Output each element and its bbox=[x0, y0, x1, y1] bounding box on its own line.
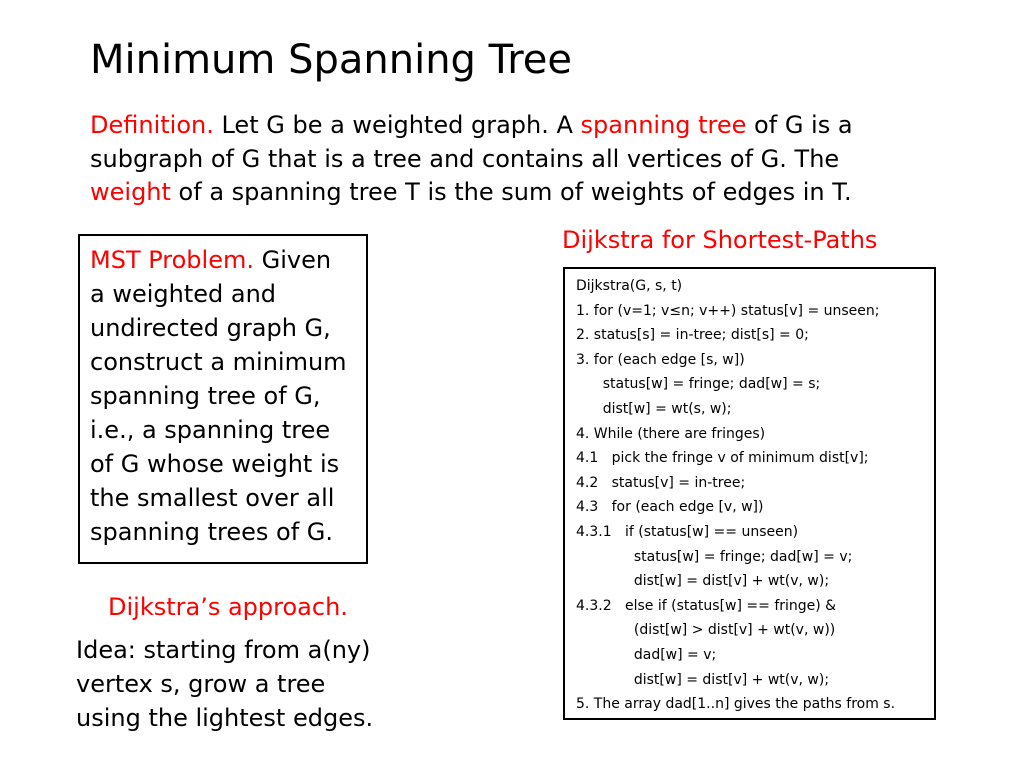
definition-line-2: subgraph of G that is a tree and contains all vertices of G. The bbox=[90, 144, 840, 173]
algorithm-line: 4.3.1 if (status[w] == unseen) bbox=[576, 523, 799, 540]
algorithm-line: status[w] = fringe; dad[w] = v; bbox=[576, 548, 853, 565]
mst-line: i.e., a spanning tree bbox=[90, 416, 331, 444]
definition-line-1 bbox=[90, 109, 930, 143]
definition-line-3 bbox=[90, 176, 930, 210]
algorithm-line: 3. for (each edge [s, w]) bbox=[576, 351, 745, 368]
algorithm-box bbox=[563, 267, 936, 720]
mst-line: spanning tree of G, bbox=[90, 382, 321, 410]
definition-text-3: of a spanning tree T is the sum of weights of edges in T. bbox=[170, 178, 852, 206]
idea-line: Idea: starting from a(ny) bbox=[76, 636, 371, 664]
definition-label: Definition. bbox=[90, 111, 214, 139]
idea-paragraph bbox=[76, 633, 373, 735]
algorithm-line: 4.3.2 else if (status[w] == fringe) & bbox=[576, 597, 837, 614]
mst-line bbox=[90, 243, 366, 277]
algorithm-line: (dist[w] > dist[v] + wt(v, w)) bbox=[576, 622, 836, 639]
algorithm-line: dist[w] = dist[v] + wt(v, w); bbox=[576, 573, 830, 590]
approach-heading: Dijkstra’s approach. bbox=[108, 593, 348, 621]
definition-paragraph bbox=[90, 109, 930, 210]
slide-title: Minimum Spanning Tree bbox=[90, 37, 572, 83]
algorithm-line: 4.3 for (each edge [v, w]) bbox=[576, 499, 764, 516]
mst-problem-box bbox=[78, 234, 368, 564]
algorithm-line: dist[w] = dist[v] + wt(v, w); bbox=[576, 671, 830, 688]
mst-line: spanning trees of G. bbox=[90, 518, 334, 546]
mst-problem-label: MST Problem. bbox=[90, 246, 254, 274]
idea-line: using the lightest edges. bbox=[76, 704, 374, 732]
algorithm-line: dist[w] = wt(s, w); bbox=[576, 400, 732, 417]
algorithm-line: 4.2 status[v] = in-tree; bbox=[576, 474, 746, 491]
definition-text-2: of G is a bbox=[746, 111, 853, 139]
mst-problem-text: Given bbox=[253, 246, 332, 274]
algorithm-line: 2. status[s] = in-tree; dist[s] = 0; bbox=[576, 327, 809, 344]
algorithm-line: 5. The array dad[1..n] gives the paths from s. bbox=[576, 696, 896, 713]
term-weight: weight bbox=[90, 178, 171, 206]
algorithm-line: 1. for (v=1; v≤n; v++) status[v] = unseen; bbox=[576, 302, 880, 319]
mst-line: undirected graph G, bbox=[90, 314, 331, 342]
algorithm-line: Dijkstra(G, s, t) bbox=[576, 278, 683, 294]
algorithm-line: status[w] = fringe; dad[w] = s; bbox=[576, 376, 821, 393]
idea-line: vertex s, grow a tree bbox=[76, 670, 326, 698]
algorithm-line: 4. While (there are fringes) bbox=[576, 425, 766, 442]
dijkstra-heading: Dijkstra for Shortest-Paths bbox=[562, 226, 878, 254]
mst-line: a weighted and bbox=[90, 280, 277, 308]
mst-line: the smallest over all bbox=[90, 484, 335, 512]
algorithm-line: dad[w] = v; bbox=[576, 646, 717, 663]
mst-line: of G whose weight is bbox=[90, 450, 340, 478]
algorithm-line: 4.1 pick the fringe v of minimum dist[v]; bbox=[576, 450, 869, 467]
term-spanning-tree: spanning tree bbox=[580, 111, 747, 139]
mst-line: construct a minimum bbox=[90, 348, 347, 376]
definition-text-1: Let G be a weighted graph. A bbox=[213, 111, 581, 139]
